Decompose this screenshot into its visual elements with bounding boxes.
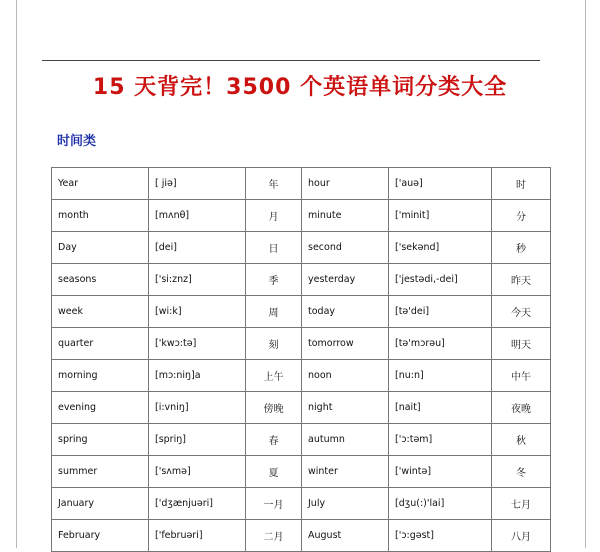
word-cell: winter: [302, 456, 389, 488]
table-row: [52, 232, 551, 264]
word-cell: spring: [52, 424, 149, 456]
phonetic-cell: [i:vniŋ]: [149, 392, 246, 424]
word-cell: autumn: [302, 424, 389, 456]
table-row: [52, 328, 551, 360]
word-cell: hour: [302, 168, 389, 200]
meaning-cell: 二月: [246, 520, 302, 552]
meaning-cell: 秒: [492, 232, 551, 264]
phonetic-cell: [dʒu(:)'lai]: [389, 488, 492, 520]
phonetic-cell: ['sekənd]: [389, 232, 492, 264]
meaning-cell: 昨天: [492, 264, 551, 296]
phonetic-cell: ['ɔ:təm]: [389, 424, 492, 456]
table-row: [52, 424, 551, 456]
phonetic-cell: [dei]: [149, 232, 246, 264]
page-title: 15 天背完！3500 个英语单词分类大全: [92, 75, 508, 100]
meaning-cell: 周: [246, 296, 302, 328]
meaning-cell: 今天: [492, 296, 551, 328]
phonetic-cell: ['jestədi,-dei]: [389, 264, 492, 296]
phonetic-cell: [tə'mɔrəu]: [389, 328, 492, 360]
word-cell: today: [302, 296, 389, 328]
phonetic-cell: ['auə]: [389, 168, 492, 200]
phonetic-cell: [wi:k]: [149, 296, 246, 328]
meaning-cell: 明天: [492, 328, 551, 360]
meaning-cell: 季: [246, 264, 302, 296]
table-row: [52, 488, 551, 520]
table-row: [52, 520, 551, 552]
word-cell: Day: [52, 232, 149, 264]
meaning-cell: 上午: [246, 360, 302, 392]
word-cell: yesterday: [302, 264, 389, 296]
word-cell: January: [52, 488, 149, 520]
word-cell: minute: [302, 200, 389, 232]
word-cell: quarter: [52, 328, 149, 360]
header-rule: [42, 60, 540, 61]
phonetic-cell: ['kwɔ:tə]: [149, 328, 246, 360]
meaning-cell: 时: [492, 168, 551, 200]
vocabulary-table: [51, 167, 551, 552]
meaning-cell: 年: [246, 168, 302, 200]
phonetic-cell: [mɔ:niŋ]a: [149, 360, 246, 392]
table-row: [52, 168, 551, 200]
table-row: [52, 392, 551, 424]
word-cell: August: [302, 520, 389, 552]
word-cell: month: [52, 200, 149, 232]
word-cell: Year: [52, 168, 149, 200]
word-cell: night: [302, 392, 389, 424]
word-cell: tomorrow: [302, 328, 389, 360]
meaning-cell: 夜晚: [492, 392, 551, 424]
phonetic-cell: [nu:n]: [389, 360, 492, 392]
table-row: [52, 296, 551, 328]
meaning-cell: 月: [246, 200, 302, 232]
phonetic-cell: [nait]: [389, 392, 492, 424]
table-row: [52, 360, 551, 392]
phonetic-cell: ['sʌmə]: [149, 456, 246, 488]
phonetic-cell: ['si:znz]: [149, 264, 246, 296]
meaning-cell: 冬: [492, 456, 551, 488]
meaning-cell: 七月: [492, 488, 551, 520]
word-cell: seasons: [52, 264, 149, 296]
phonetic-cell: [tə'dei]: [389, 296, 492, 328]
table-row: [52, 200, 551, 232]
word-cell: noon: [302, 360, 389, 392]
word-cell: July: [302, 488, 389, 520]
meaning-cell: 秋: [492, 424, 551, 456]
phonetic-cell: ['minit]: [389, 200, 492, 232]
meaning-cell: 一月: [246, 488, 302, 520]
word-cell: summer: [52, 456, 149, 488]
phonetic-cell: ['dʒænjuəri]: [149, 488, 246, 520]
phonetic-cell: ['ɔ:gəst]: [389, 520, 492, 552]
meaning-cell: 日: [246, 232, 302, 264]
meaning-cell: 八月: [492, 520, 551, 552]
word-cell: February: [52, 520, 149, 552]
table-row: [52, 456, 551, 488]
word-cell: second: [302, 232, 389, 264]
word-cell: evening: [52, 392, 149, 424]
table-row: [52, 264, 551, 296]
meaning-cell: 傍晚: [246, 392, 302, 424]
phonetic-cell: [ jiə]: [149, 168, 246, 200]
phonetic-cell: [mʌnθ]: [149, 200, 246, 232]
meaning-cell: 刻: [246, 328, 302, 360]
meaning-cell: 分: [492, 200, 551, 232]
section-heading: 时间类: [57, 134, 97, 149]
word-cell: week: [52, 296, 149, 328]
phonetic-cell: ['wintə]: [389, 456, 492, 488]
phonetic-cell: ['februəri]: [149, 520, 246, 552]
meaning-cell: 夏: [246, 456, 302, 488]
word-cell: morning: [52, 360, 149, 392]
meaning-cell: 中午: [492, 360, 551, 392]
meaning-cell: 春: [246, 424, 302, 456]
phonetic-cell: [spriŋ]: [149, 424, 246, 456]
